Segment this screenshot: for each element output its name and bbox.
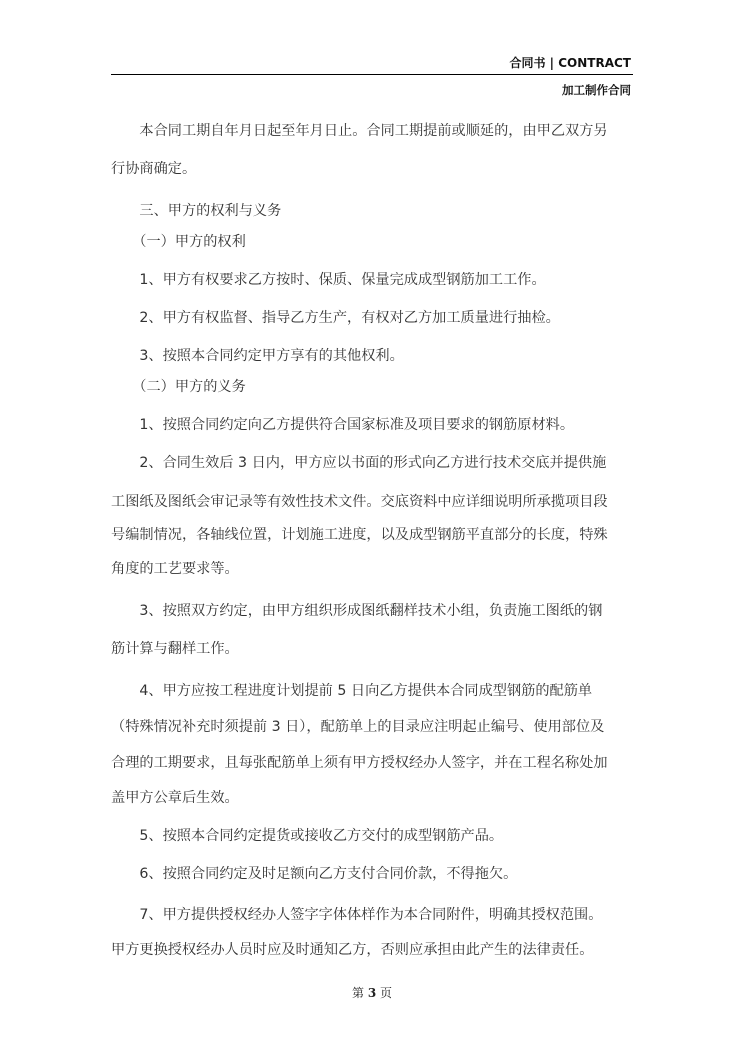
body-line: 4、甲方应按工程进度计划提前 5 日向乙方提供本合同成型钢筋的配筋单 — [111, 683, 593, 699]
body-line: 行协商确定。 — [111, 161, 197, 177]
body-line: 合理的工期要求，且每张配筋单上须有甲方授权经办人签字，并在工程名称处加 — [111, 755, 608, 771]
page-number-prefix: 第 — [351, 986, 364, 1000]
body-line: 三、甲方的权利与义务 — [111, 203, 282, 219]
body-line: 本合同工期自年月日起至年月日止。合同工期提前或顺延的，由甲乙双方另 — [111, 123, 608, 139]
body-line: 2、甲方有权监督、指导乙方生产，有权对乙方加工质量进行抽检。 — [111, 310, 560, 326]
body-line: 角度的工艺要求等。 — [111, 561, 239, 577]
body-line: 甲方更换授权经办人员时应及时通知乙方，否则应承担由此产生的法律责任。 — [111, 942, 594, 958]
body-line: 号编制情况，各轴线位置，计划施工进度，以及成型钢筋平直部分的长度，特殊 — [111, 527, 608, 543]
header-divider — [111, 74, 633, 75]
header-subtitle: 加工制作合同 — [562, 83, 631, 97]
body-line: 筋计算与翻样工作。 — [111, 641, 239, 657]
body-line: 1、甲方有权要求乙方按时、保质、保量完成成型钢筋加工工作。 — [111, 272, 546, 288]
body-line: 6、按照合同约定及时足额向乙方支付合同价款，不得拖欠。 — [111, 866, 518, 882]
page-footer — [0, 984, 744, 1001]
page-number: 3 — [367, 986, 377, 1000]
body-line: 1、按照合同约定向乙方提供符合国家标准及项目要求的钢筋原材料。 — [111, 417, 575, 433]
body-line: 工图纸及图纸会审记录等有效性技术文件。交底资料中应详细说明所承揽项目段 — [111, 494, 608, 510]
body-line: 7、甲方提供授权经办人签字字体体样作为本合同附件，明确其授权范围。 — [111, 907, 603, 923]
body-line: （特殊情况补充时须提前 3 日），配筋单上的目录应注明起止编号、使用部位及 — [111, 719, 605, 735]
body-line: 3、按照双方约定，由甲方组织形成图纸翻样技术小组，负责施工图纸的钢 — [111, 603, 603, 619]
page-number-suffix: 页 — [380, 986, 393, 1000]
body-line: 盖甲方公章后生效。 — [111, 790, 239, 806]
header-title: 合同书 | CONTRACT — [509, 56, 631, 70]
body-line: 3、按照本合同约定甲方享有的其他权利。 — [111, 348, 404, 364]
body-line: 2、合同生效后 3 日内，甲方应以书面的形式向乙方进行技术交底并提供施 — [111, 455, 607, 471]
body-line: （一）甲方的权利 — [111, 234, 246, 250]
body-line: 5、按照本合同约定提货或接收乙方交付的成型钢筋产品。 — [111, 828, 504, 844]
body-line: （二）甲方的义务 — [111, 379, 246, 395]
